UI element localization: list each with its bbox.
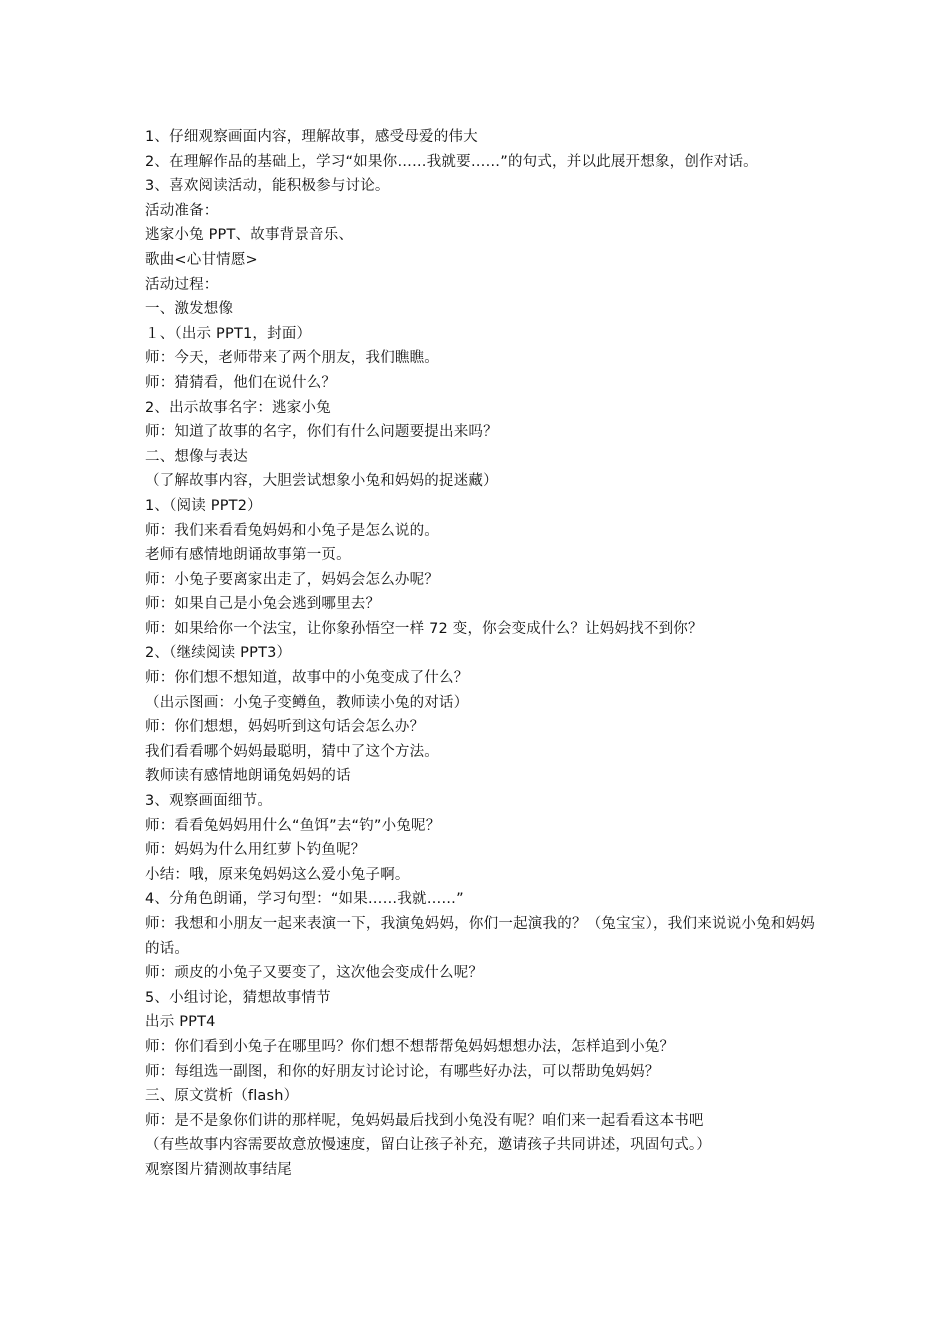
paragraph: 师：小兔子要离家出走了，妈妈会怎么办呢？ [145, 571, 439, 588]
process-heading: 活动过程： [145, 276, 219, 293]
paragraph: 师：妈妈为什么用红萝卜钓鱼呢？ [145, 842, 366, 859]
paragraph: 出示 PPT4 [145, 1014, 216, 1031]
paragraph: 观察图片猜测故事结尾 [145, 1161, 292, 1178]
paragraph: 教师读有感情地朗诵兔妈妈的话 [145, 768, 351, 785]
paragraph: （出示图画：小兔子变鳟鱼，教师读小兔的对话） [145, 694, 469, 711]
paragraph: 老师有感情地朗诵故事第一页。 [145, 547, 351, 564]
paragraph: 师：我想和小朋友一起来表演一下，我演兔妈妈，你们一起演我的？（兔宝宝），我们来说说小兔和妈妈的话。 [145, 916, 815, 957]
paragraph: 2、（继续阅读 PPT3） [145, 645, 292, 662]
paragraph: 4、分角色朗诵，学习句型：“如果……我就……” [145, 891, 464, 908]
paragraph: 师：顽皮的小兔子又要变了，这次他会变成什么呢？ [145, 965, 484, 982]
paragraph: 师：看看兔妈妈用什么“鱼饵”去“钓”小兔呢？ [145, 817, 441, 834]
paragraph: 师：知道了故事的名字，你们有什么问题要提出来吗？ [145, 424, 498, 441]
objective-3: 3、喜欢阅读活动，能积极参与讨论。 [145, 178, 390, 195]
paragraph: 师：如果给你一个法宝，让你象孙悟空一样 72 变，你会变成什么？让妈妈找不到你？ [145, 620, 703, 637]
section-3-heading: 三、原文赏析（flash） [145, 1088, 299, 1105]
paragraph: １、（出示 PPT1，封面） [145, 325, 312, 342]
paragraph: 师：我们来看看兔妈妈和小兔子是怎么说的。 [145, 522, 439, 539]
lesson-plan-text [145, 125, 815, 1183]
preparation-item-2: 歌曲<心甘情愿> [145, 251, 258, 268]
paragraph: 师：每组选一副图，和你的好朋友讨论讨论，有哪些好办法，可以帮助兔妈妈？ [145, 1063, 660, 1080]
preparation-item-1: 逃家小兔 PPT、故事背景音乐、 [145, 227, 354, 244]
paragraph: （有些故事内容需要故意放慢速度，留白让孩子补充，邀请孩子共同讲述，巩固句式。） [145, 1137, 712, 1154]
section-2-heading: 二、想像与表达 [145, 448, 248, 465]
paragraph: 2、出示故事名字：逃家小兔 [145, 399, 331, 416]
paragraph: 师：是不是象你们讲的那样呢，兔妈妈最后找到小兔没有呢？咱们来一起看看这本书吧 [145, 1112, 704, 1129]
paragraph: 1、（阅读 PPT2） [145, 497, 262, 514]
section-1-heading: 一、激发想像 [145, 301, 234, 318]
objective-1: 1、仔细观察画面内容，理解故事，感受母爱的伟大 [145, 129, 478, 145]
paragraph: 我们看看哪个妈妈最聪明，猜中了这个方法。 [145, 743, 439, 760]
paragraph: 师：你们想不想知道，故事中的小兔变成了什么？ [145, 670, 469, 687]
paragraph: 5、小组讨论，猜想故事情节 [145, 989, 331, 1006]
paragraph: 师：猜猜看，他们在说什么？ [145, 374, 337, 391]
objective-2: 2、在理解作品的基础上，学习“如果你……我就要……”的句式，并以此展开想象，创作对话。 [145, 153, 758, 170]
paragraph: （了解故事内容，大胆尝试想象小兔和妈妈的捉迷藏） [145, 473, 498, 490]
paragraph: 师：今天，老师带来了两个朋友，我们瞧瞧。 [145, 350, 439, 367]
paragraph: 师：如果自己是小兔会逃到哪里去？ [145, 596, 381, 613]
paragraph: 小结：哦，原来兔妈妈这么爱小兔子啊。 [145, 866, 410, 883]
preparation-heading: 活动准备： [145, 202, 219, 219]
paragraph: 3、观察画面细节。 [145, 793, 273, 810]
paragraph: 师：你们想想，妈妈听到这句话会怎么办？ [145, 719, 425, 736]
paragraph: 师：你们看到小兔子在哪里吗？你们想不想帮帮兔妈妈想想办法，怎样追到小兔？ [145, 1038, 675, 1055]
